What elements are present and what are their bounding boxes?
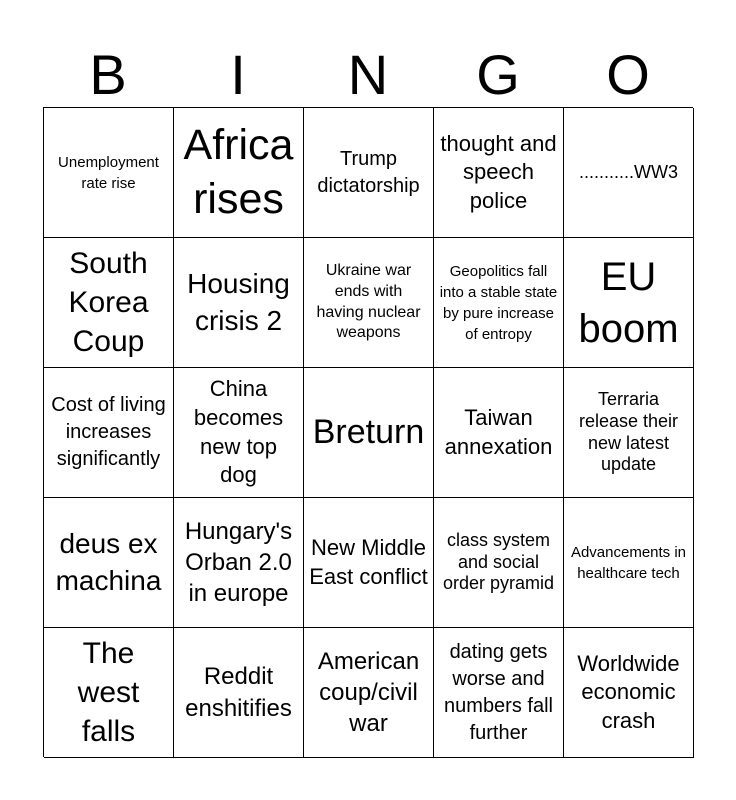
- bingo-cell[interactable]: [174, 628, 304, 758]
- bingo-cell[interactable]: [174, 238, 304, 368]
- bingo-cell[interactable]: [434, 628, 564, 758]
- header-letter-b: B: [89, 43, 127, 106]
- bingo-cell[interactable]: [564, 628, 694, 758]
- bingo-cell[interactable]: [564, 238, 694, 368]
- bingo-cell[interactable]: [304, 108, 434, 238]
- cell-text: Trump dictatorship: [317, 147, 420, 197]
- cell-text: American coup/civil war: [317, 647, 420, 738]
- cell-text: South Korea Coup: [68, 247, 149, 358]
- cell-text: Reddit enshitifies: [185, 663, 292, 722]
- bingo-cell[interactable]: [564, 368, 694, 498]
- bingo-cell[interactable]: [434, 498, 564, 628]
- cell-text: Breturn: [312, 413, 425, 452]
- header-letter-o: O: [606, 43, 650, 106]
- cell-text: China becomes new top dog: [193, 376, 284, 488]
- bingo-cell[interactable]: [174, 498, 304, 628]
- bingo-cell[interactable]: [304, 238, 434, 368]
- header-letter-g: G: [476, 43, 520, 106]
- bingo-cell[interactable]: [564, 108, 694, 238]
- bingo-cell[interactable]: [44, 238, 174, 368]
- bingo-cell[interactable]: [564, 498, 694, 628]
- cell-text: Taiwan annexation: [444, 404, 553, 459]
- bingo-cell[interactable]: [434, 108, 564, 238]
- bingo-cell[interactable]: [434, 238, 564, 368]
- cell-text: Unemployment rate rise: [58, 153, 159, 192]
- cell-text: Housing crisis 2: [187, 268, 290, 336]
- cell-text: New Middle East conflict: [309, 534, 428, 589]
- cell-text: thought and speech police: [440, 130, 557, 213]
- cell-text: Africa rises: [183, 120, 294, 223]
- cell-text: deus ex machina: [55, 528, 162, 596]
- bingo-cell[interactable]: [304, 628, 434, 758]
- cell-text: The west falls: [77, 637, 140, 748]
- bingo-cell[interactable]: [44, 628, 174, 758]
- header-letter-n: N: [347, 43, 389, 106]
- cell-text: Advancements in healthcare tech: [570, 543, 687, 582]
- bingo-board: [43, 107, 693, 757]
- bingo-cell[interactable]: [304, 498, 434, 628]
- cell-text: Cost of living increases significantly: [51, 394, 166, 470]
- cell-text: EU boom: [578, 254, 679, 351]
- cell-text: class system and social order pyramid: [442, 530, 555, 594]
- header-letter-i: I: [230, 43, 246, 106]
- cell-text: Terraria release their new latest update: [578, 389, 679, 475]
- bingo-cell[interactable]: [304, 368, 434, 498]
- cell-text: dating gets worse and numbers fall further: [444, 640, 553, 744]
- bingo-cell[interactable]: [174, 368, 304, 498]
- bingo-cell[interactable]: [44, 108, 174, 238]
- bingo-cell[interactable]: [434, 368, 564, 498]
- cell-text: Geopolitics fall into a stable state by pure increase of entropy: [439, 262, 558, 343]
- cell-text: Ukraine war ends with having nuclear weapons: [316, 261, 421, 342]
- cell-text: Hungary's Orban 2.0 in europe: [184, 517, 293, 608]
- cell-text: ...........WW3: [579, 161, 678, 182]
- bingo-cell[interactable]: [174, 108, 304, 238]
- bingo-header: [43, 44, 693, 106]
- bingo-cell[interactable]: [44, 368, 174, 498]
- cell-text: Worldwide economic crash: [577, 650, 680, 733]
- bingo-cell[interactable]: [44, 498, 174, 628]
